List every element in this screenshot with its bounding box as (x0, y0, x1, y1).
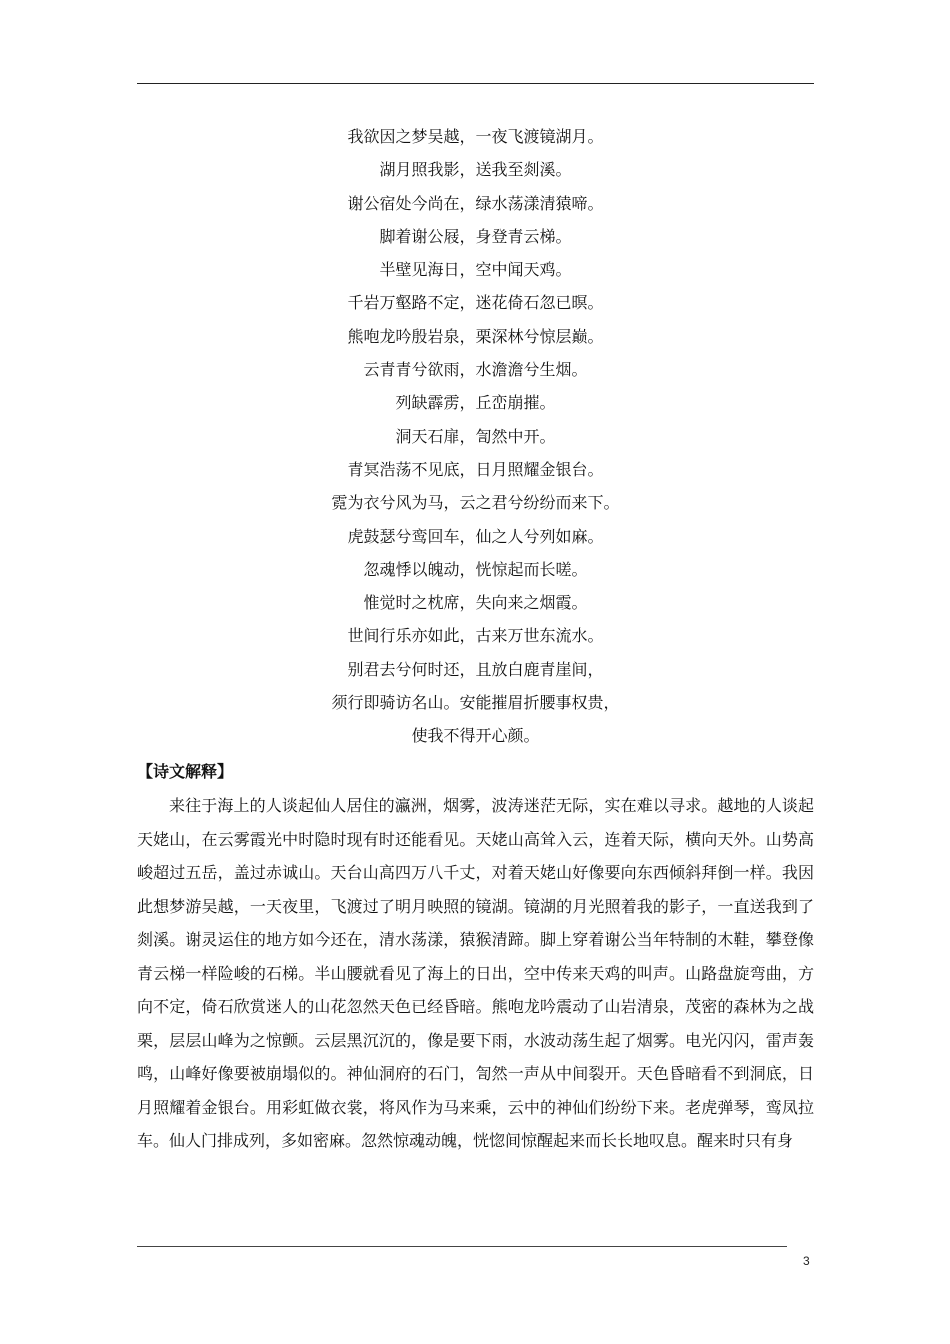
poem-line: 霓为衣兮风为马，云之君兮纷纷而来下。 (331, 493, 620, 513)
header-rule (137, 83, 814, 84)
poem-line: 洞天石扉，訇然中开。 (395, 426, 556, 446)
poem-line: 虎鼓瑟兮鸾回车，仙之人兮列如麻。 (347, 526, 604, 546)
poem-line: 忽魂悸以魄动，恍惊起而长嗟。 (363, 559, 588, 579)
poem-line: 青冥浩荡不见底，日月照耀金银台。 (347, 459, 604, 479)
section-heading: 【诗文解释】 (137, 762, 234, 781)
poem-text (137, 120, 814, 753)
poem-line: 半壁见海日，空中闻天鸡。 (379, 260, 572, 280)
poem-line: 别君去兮何时还，且放白鹿青崖间， (347, 659, 604, 679)
poem-line: 熊咆龙吟殷岩泉，栗深林兮惊层巅。 (347, 326, 604, 346)
footer-rule (137, 1246, 787, 1247)
poem-line: 谢公宿处今尚在，绿水荡漾清猿啼。 (347, 193, 604, 213)
poem-line: 须行即骑访名山。安能摧眉折腰事权贵， (331, 693, 620, 713)
explanation-paragraph: 来往于海上的人谈起仙人居住的瀛洲，烟雾，波涛迷茫无际，实在难以寻求。越地的人谈起天姥山，在云雾霞光中时隐时现有时还能看见。天姥山高耸入云，连着天际，横向天外。山势高峻超过五岳，盖过赤诚山。天台山高四万八千丈，对着天姥山好像要向东西倾斜拜倒一样。我因此想梦游吴越，一天夜里，飞渡过了明月映照的镜湖。镜湖的月光照着我的影子，一直送我到了剡溪。谢灵运住的地方如今还在，清水荡漾，猿猴清蹄。脚上穿着谢公当年特制的木鞋，攀登像青云梯一样险峻的石梯。半山腰就看见了海上的日出，空中传来天鸡的叫声。山路盘旋弯曲，方向不定，倚石欣赏迷人的山花忽然天色已经昏暗。熊咆龙吟震动了山岩清泉，茂密的森林为之战栗，层层山峰为之惊颤。云层黑沉沉的，像是要下雨，水波动荡生起了烟雾。电光闪闪，雷声轰鸣，山峰好像要被崩塌似的。神仙洞府的石门，訇然一声从中间裂开。天色昏暗看不到洞底，日月照耀着金银台。用彩虹做衣裳，将风作为马来乘，云中的神仙们纷纷下来。老虎弹琴，鸾凤拉车。仙人门排成列，多如密麻。忽然惊魂动魄，恍惚间惊醒起来而长长地叹息。醒来时只有身 (137, 796, 814, 1150)
poem-line: 湖月照我影，送我至剡溪。 (379, 160, 572, 180)
poem-line: 世间行乐亦如此，古来万世东流水。 (347, 626, 604, 646)
poem-line: 使我不得开心颜。 (411, 726, 540, 746)
poem-line: 脚着谢公屐，身登青云梯。 (379, 226, 572, 246)
poem-line: 云青青兮欲雨，水澹澹兮生烟。 (363, 360, 588, 380)
poem-line: 列缺霹雳，丘峦崩摧。 (395, 393, 556, 413)
poem-line: 我欲因之梦吴越，一夜飞渡镜湖月。 (347, 127, 604, 146)
poem-line: 惟觉时之枕席，失向来之烟霞。 (363, 593, 588, 613)
page-number: 3 (803, 1254, 810, 1268)
poem-line: 千岩万壑路不定，迷花倚石忽已暝。 (347, 293, 604, 313)
